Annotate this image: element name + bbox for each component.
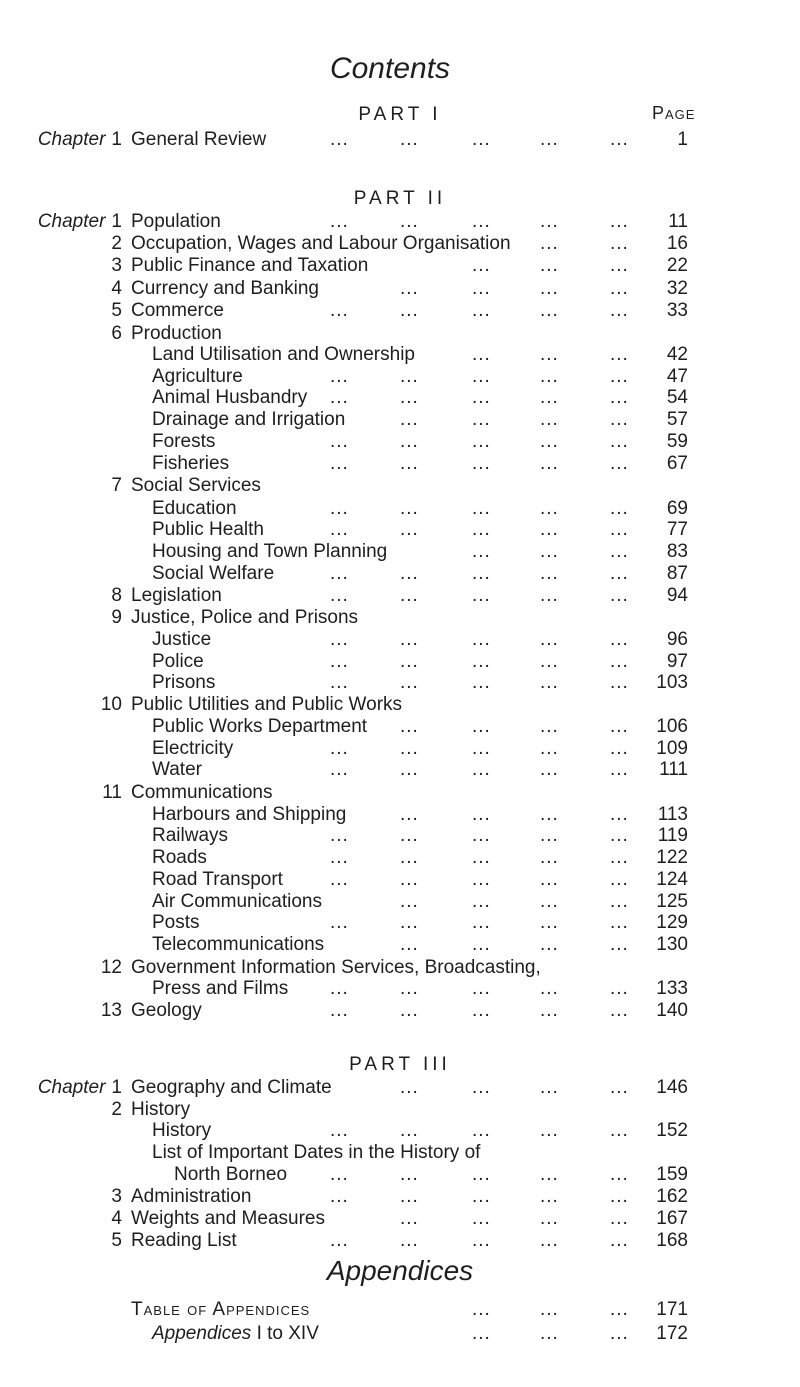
part-heading: PART II — [353, 188, 447, 209]
chapter-num: 5 — [111, 1230, 122, 1251]
entry-title: Housing and Town Planning — [152, 541, 388, 562]
chapter-num: 2 — [111, 1099, 122, 1120]
entry-title: Drainage and Irrigation — [152, 409, 346, 430]
dot-leaders: ... ... ... ... ... — [330, 825, 629, 846]
page-number: 59 — [666, 431, 688, 452]
chapter-num: 9 — [111, 607, 122, 628]
toc-entry[interactable] — [0, 716, 800, 738]
entry-title: List of Important Dates in the History of — [152, 1142, 481, 1163]
entry-title: Press and Films — [152, 978, 289, 999]
dot-leaders: ... ... ... ... ... — [330, 869, 629, 890]
dot-leaders: ... ... ... ... ... — [330, 672, 629, 693]
page-number: 146 — [656, 1077, 688, 1098]
page-number: 106 — [656, 716, 688, 737]
page-number: 130 — [656, 934, 688, 955]
entry-title: Public Utilities and Public Works — [131, 694, 403, 715]
chapter-num: 4 — [111, 1208, 122, 1229]
toc-entry[interactable] — [0, 1230, 800, 1252]
dot-leaders: ... ... ... ... — [400, 891, 629, 912]
entry-title: Commerce — [131, 300, 224, 321]
appendix-italic: Appendices — [152, 1323, 252, 1344]
entry-title: Social Services — [131, 475, 261, 496]
toc-entry[interactable] — [0, 563, 800, 585]
page-number: 124 — [656, 869, 688, 890]
entry-title: Justice, Police and Prisons — [131, 607, 359, 628]
dot-leaders: ... ... ... ... ... — [330, 498, 629, 519]
appendices-heading: Appendices — [326, 1255, 474, 1286]
page-number: 159 — [656, 1164, 688, 1185]
toc-entry[interactable] — [0, 978, 800, 1000]
toc-entry[interactable] — [0, 759, 800, 781]
entry-title: Occupation, Wages and Labour Organisation — [131, 233, 511, 254]
toc-entry[interactable] — [0, 323, 800, 345]
dot-leaders: ... ... ... ... ... — [330, 387, 629, 408]
page-number: 133 — [656, 978, 688, 999]
chapter-number — [0, 1099, 122, 1121]
toc-entry[interactable] — [0, 1000, 800, 1022]
dot-leaders: ... ... ... ... — [400, 804, 629, 825]
page-column-header: Page — [652, 103, 696, 123]
page-number: 129 — [656, 912, 688, 933]
toc-entry[interactable] — [0, 541, 800, 563]
toc-entry[interactable] — [0, 431, 800, 453]
page-number: 42 — [666, 344, 688, 365]
page-number: 140 — [656, 1000, 688, 1021]
chapter-number — [0, 475, 122, 497]
dot-leaders: ... ... — [540, 233, 629, 254]
entry-title: Government Information Services, Broadcasting, — [131, 957, 541, 978]
toc-entry[interactable] — [0, 211, 800, 233]
chapter-label: Chapter — [37, 129, 106, 150]
chapter-number — [0, 694, 122, 716]
dot-leaders: ... ... ... — [472, 255, 629, 276]
page-number: 97 — [666, 651, 688, 672]
toc-entry[interactable] — [0, 498, 800, 520]
dot-leaders: ... ... ... ... — [400, 1208, 629, 1229]
chapter-num: 3 — [111, 1186, 122, 1207]
dot-leaders: ... ... ... ... ... — [330, 431, 629, 452]
entry-title: Social Welfare — [152, 563, 275, 584]
toc-entry[interactable] — [0, 1077, 800, 1099]
dot-leaders: ... ... ... ... ... — [330, 651, 629, 672]
chapter-num: 1 — [111, 129, 122, 150]
page-number: 109 — [656, 738, 688, 759]
page-number: 162 — [656, 1186, 688, 1207]
part-heading: PART I — [358, 104, 442, 125]
page-number: 119 — [657, 825, 688, 846]
toc-entry[interactable] — [0, 869, 800, 891]
toc-entry[interactable] — [0, 651, 800, 673]
toc-entry[interactable] — [0, 1208, 800, 1230]
entry-title: Population — [131, 211, 221, 232]
entry-title: Harbours and Shipping — [152, 804, 347, 825]
toc-entry[interactable] — [0, 738, 800, 760]
entry-title: Reading List — [131, 1230, 237, 1251]
entry-title: Prisons — [152, 672, 216, 693]
dot-leaders: ... ... ... ... ... — [330, 912, 629, 933]
entry-title: Electricity — [152, 738, 234, 759]
dot-leaders: ... ... ... ... — [400, 716, 629, 737]
entry-title: Police — [152, 651, 204, 672]
entry-title: Telecommunications — [152, 934, 325, 955]
entry-title: Road Transport — [152, 869, 283, 890]
toc-entry[interactable] — [0, 804, 800, 826]
page-number: 96 — [666, 629, 688, 650]
page-number: 11 — [668, 211, 688, 232]
dot-leaders: ... ... ... ... ... — [330, 211, 629, 232]
chapter-num: 10 — [100, 694, 122, 715]
part-heading: PART III — [349, 1054, 451, 1075]
entry-title: North Borneo — [174, 1164, 288, 1185]
chapter-num: 12 — [100, 957, 122, 978]
toc-entry[interactable] — [0, 366, 800, 388]
dot-leaders: ... ... ... ... — [400, 934, 629, 955]
chapter-label: Chapter — [37, 211, 106, 232]
toc-entry[interactable] — [0, 519, 800, 541]
entry-title: History — [152, 1120, 212, 1141]
chapter-num: 5 — [111, 300, 122, 321]
entry-title: General Review — [131, 129, 267, 150]
toc-entry[interactable] — [0, 1186, 800, 1208]
page-number: 22 — [666, 255, 688, 276]
chapter-num: 1 — [111, 211, 122, 232]
dot-leaders: ... ... ... ... ... — [330, 1164, 629, 1185]
appendix-entry[interactable] — [0, 1323, 800, 1345]
page-number: 103 — [656, 672, 688, 693]
chapter-num: 6 — [111, 323, 122, 344]
entry-title: Land Utilisation and Ownership — [152, 344, 415, 365]
toc-entry[interactable] — [0, 1120, 800, 1142]
chapter-num: 11 — [102, 782, 122, 803]
entry-title: Legislation — [131, 585, 222, 606]
toc-entry[interactable] — [0, 344, 800, 366]
dot-leaders: ... ... ... ... ... — [330, 629, 629, 650]
page-number: 69 — [666, 498, 688, 519]
entry-title: Education — [152, 498, 237, 519]
dot-leaders: ... ... ... ... ... — [330, 1120, 629, 1141]
toc-entry[interactable] — [0, 300, 800, 322]
toc-entry[interactable] — [0, 255, 800, 277]
appendix-entry[interactable] — [0, 1299, 800, 1321]
toc-entry[interactable] — [0, 1142, 800, 1164]
toc-entry[interactable] — [0, 694, 800, 716]
page-number: 152 — [656, 1120, 688, 1141]
entry-title: Water — [152, 759, 202, 780]
entry-title: Production — [131, 323, 222, 344]
page-number: 16 — [666, 233, 688, 254]
page-number: 32 — [666, 278, 688, 299]
page-title: Contents — [329, 52, 451, 85]
chapter-num: 1 — [111, 1077, 122, 1098]
chapter-number — [0, 607, 122, 629]
entry-title: Weights and Measures — [131, 1208, 325, 1229]
entry-title: Roads — [152, 847, 207, 868]
page-number: 77 — [666, 519, 688, 540]
entry-title: Justice — [152, 629, 212, 650]
page-number: 111 — [659, 759, 688, 780]
toc-entry[interactable] — [0, 387, 800, 409]
page-number: 57 — [666, 409, 688, 430]
dot-leaders: ... ... ... ... ... — [330, 300, 629, 321]
toc-entry[interactable] — [0, 891, 800, 913]
chapter-num: 3 — [111, 255, 122, 276]
dot-leaders: ... ... ... ... ... — [330, 563, 629, 584]
dot-leaders: ... ... ... ... ... — [330, 585, 629, 606]
toc-entry[interactable] — [0, 672, 800, 694]
page-number: 171 — [656, 1299, 688, 1320]
chapter-number — [0, 782, 122, 804]
page-number: 87 — [666, 563, 688, 584]
toc-entry[interactable] — [0, 233, 800, 255]
entry-title: Public Health — [152, 519, 264, 540]
entry-title: Geology — [131, 1000, 202, 1021]
toc-entry[interactable] — [0, 1164, 800, 1186]
dot-leaders: ... ... ... ... — [400, 1077, 629, 1098]
dot-leaders: ... ... ... ... ... — [330, 847, 629, 868]
dot-leaders: ... ... ... — [472, 1323, 629, 1344]
dot-leaders: ... ... ... ... — [400, 278, 629, 299]
page-number: 54 — [666, 387, 688, 408]
chapter-number — [0, 957, 122, 979]
page-number: 33 — [666, 300, 688, 321]
page-number: 122 — [656, 847, 688, 868]
chapter-num: 13 — [100, 1000, 122, 1021]
dot-leaders: ... ... ... ... ... — [330, 129, 629, 150]
entry-title: Public Works Department — [152, 716, 368, 737]
page-number: 67 — [666, 453, 688, 474]
chapter-num: 2 — [111, 233, 122, 254]
page-number: 1 — [677, 129, 688, 150]
toc-entry[interactable] — [0, 453, 800, 475]
toc-entry[interactable] — [0, 957, 800, 979]
page-number: 47 — [666, 366, 688, 387]
toc-entry[interactable] — [0, 629, 800, 651]
entry-title: Public Finance and Taxation — [131, 255, 369, 276]
dot-leaders: ... ... ... — [472, 1299, 629, 1320]
chapter-num: 4 — [111, 278, 122, 299]
toc-entry[interactable] — [0, 475, 800, 497]
entry-title: Geography and Climate — [131, 1077, 332, 1098]
toc-entry[interactable] — [0, 782, 800, 804]
chapter-num: 8 — [111, 585, 122, 606]
page-number: 83 — [666, 541, 688, 562]
toc-entry[interactable] — [0, 585, 800, 607]
chapter-label: Chapter — [37, 1077, 106, 1098]
entry-title: Posts — [152, 912, 200, 933]
page-number: 168 — [656, 1230, 688, 1251]
dot-leaders: ... ... ... ... ... — [330, 1230, 629, 1251]
toc-entry[interactable] — [0, 825, 800, 847]
entry-title: Currency and Banking — [131, 278, 319, 299]
entry-title: Railways — [152, 825, 229, 846]
dot-leaders: ... ... ... ... ... — [330, 1000, 629, 1021]
dot-leaders: ... ... ... ... ... — [330, 1186, 629, 1207]
entry-title: Administration — [131, 1186, 252, 1207]
toc-entry[interactable] — [0, 1099, 800, 1121]
page-number: 167 — [656, 1208, 688, 1229]
dot-leaders: ... ... ... ... — [400, 409, 629, 430]
entry-title: History — [131, 1099, 191, 1120]
page-number: 113 — [657, 804, 688, 825]
appendix-title: Table of Appendices — [131, 1299, 311, 1320]
chapter-number — [0, 323, 122, 345]
dot-leaders: ... ... ... ... ... — [330, 978, 629, 999]
dot-leaders: ... ... ... ... ... — [330, 453, 629, 474]
toc-entry[interactable] — [0, 912, 800, 934]
entry-title: Fisheries — [152, 453, 230, 474]
dot-leaders: ... ... ... ... ... — [330, 759, 629, 780]
page-number: 125 — [656, 891, 688, 912]
entry-title: Agriculture — [152, 366, 243, 387]
dot-leaders: ... ... ... ... ... — [330, 519, 629, 540]
dot-leaders: ... ... ... — [472, 541, 629, 562]
entry-title: Communications — [131, 782, 273, 803]
entry-title: Animal Husbandry — [152, 387, 308, 408]
page-number: 94 — [666, 585, 688, 606]
toc-entry[interactable] — [0, 129, 800, 151]
toc-entry[interactable] — [0, 409, 800, 431]
toc-entry[interactable] — [0, 607, 800, 629]
dot-leaders: ... ... ... — [472, 344, 629, 365]
dot-leaders: ... ... ... ... ... — [330, 366, 629, 387]
toc-entry[interactable] — [0, 934, 800, 956]
entry-title: Air Communications — [152, 891, 322, 912]
appendix-rest: I to XIV — [251, 1323, 319, 1344]
toc-entry[interactable] — [0, 278, 800, 300]
page-number: 172 — [656, 1323, 688, 1344]
chapter-num: 7 — [111, 475, 122, 496]
dot-leaders: ... ... ... ... ... — [330, 738, 629, 759]
entry-title: Forests — [152, 431, 216, 452]
toc-entry[interactable] — [0, 847, 800, 869]
